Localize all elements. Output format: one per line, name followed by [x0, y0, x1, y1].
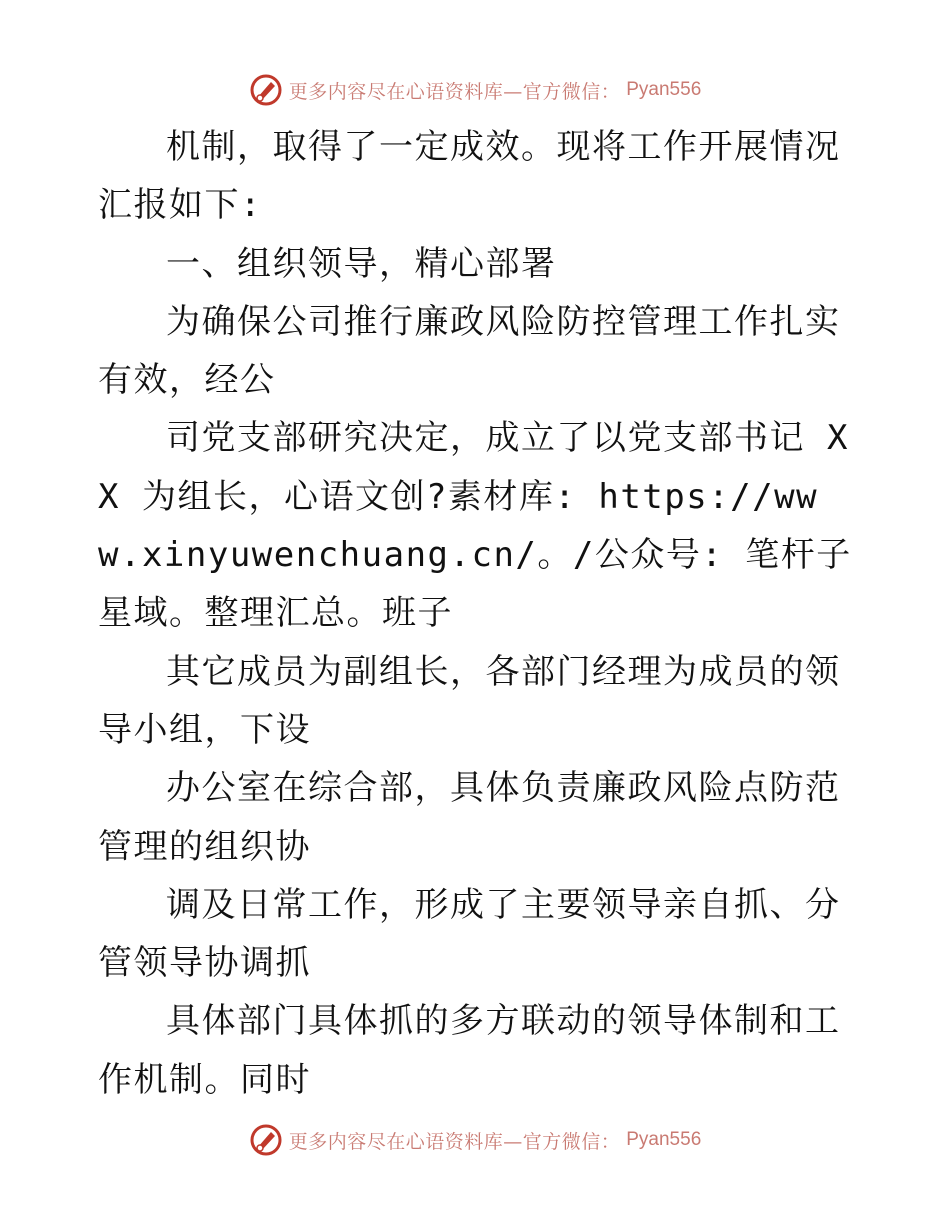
paragraph: 调及日常工作，形成了主要领导亲自抓、分管领导协调抓 [98, 884, 841, 984]
header-watermark [0, 70, 950, 110]
paragraph: 具体部门具体抓的多方联动的领导体制和工作机制。同时 [98, 1001, 841, 1100]
paragraph: 为确保公司推行廉政风险防控管理工作扎实有效，经公 [98, 301, 841, 401]
watermark-handle: Pyan556 [626, 1129, 702, 1150]
footer-watermark [0, 1120, 950, 1160]
watermark-handle: Pyan556 [626, 79, 702, 100]
paragraph: 办公室在综合部，具体负责廉政风险点防范管理的组织协 [98, 768, 841, 867]
watermark-text: 更多内容尽在心语资料库—官方微信： [288, 1130, 621, 1153]
paragraph: 机制，取得了一定成效。现将工作开展情况汇报如下: [98, 127, 841, 226]
pen-logo-icon [249, 73, 283, 107]
pen-logo-icon [249, 1123, 283, 1157]
watermark-text: 更多内容尽在心语资料库—官方微信： [288, 80, 621, 103]
section-heading: 一、组织领导，精心部署 [166, 243, 557, 284]
paragraph: 其它成员为副组长，各部门经理为成员的领导小组，下设 [98, 651, 841, 750]
document-body [98, 118, 858, 1109]
paragraph: 司党支部研究决定，成立了以党支部书记 XX 为组长，心语文创?素材库: https://www.xinyuwenchuang.cn/。/公众号: 笔杆子星域。整理汇总。班子 [98, 418, 852, 634]
